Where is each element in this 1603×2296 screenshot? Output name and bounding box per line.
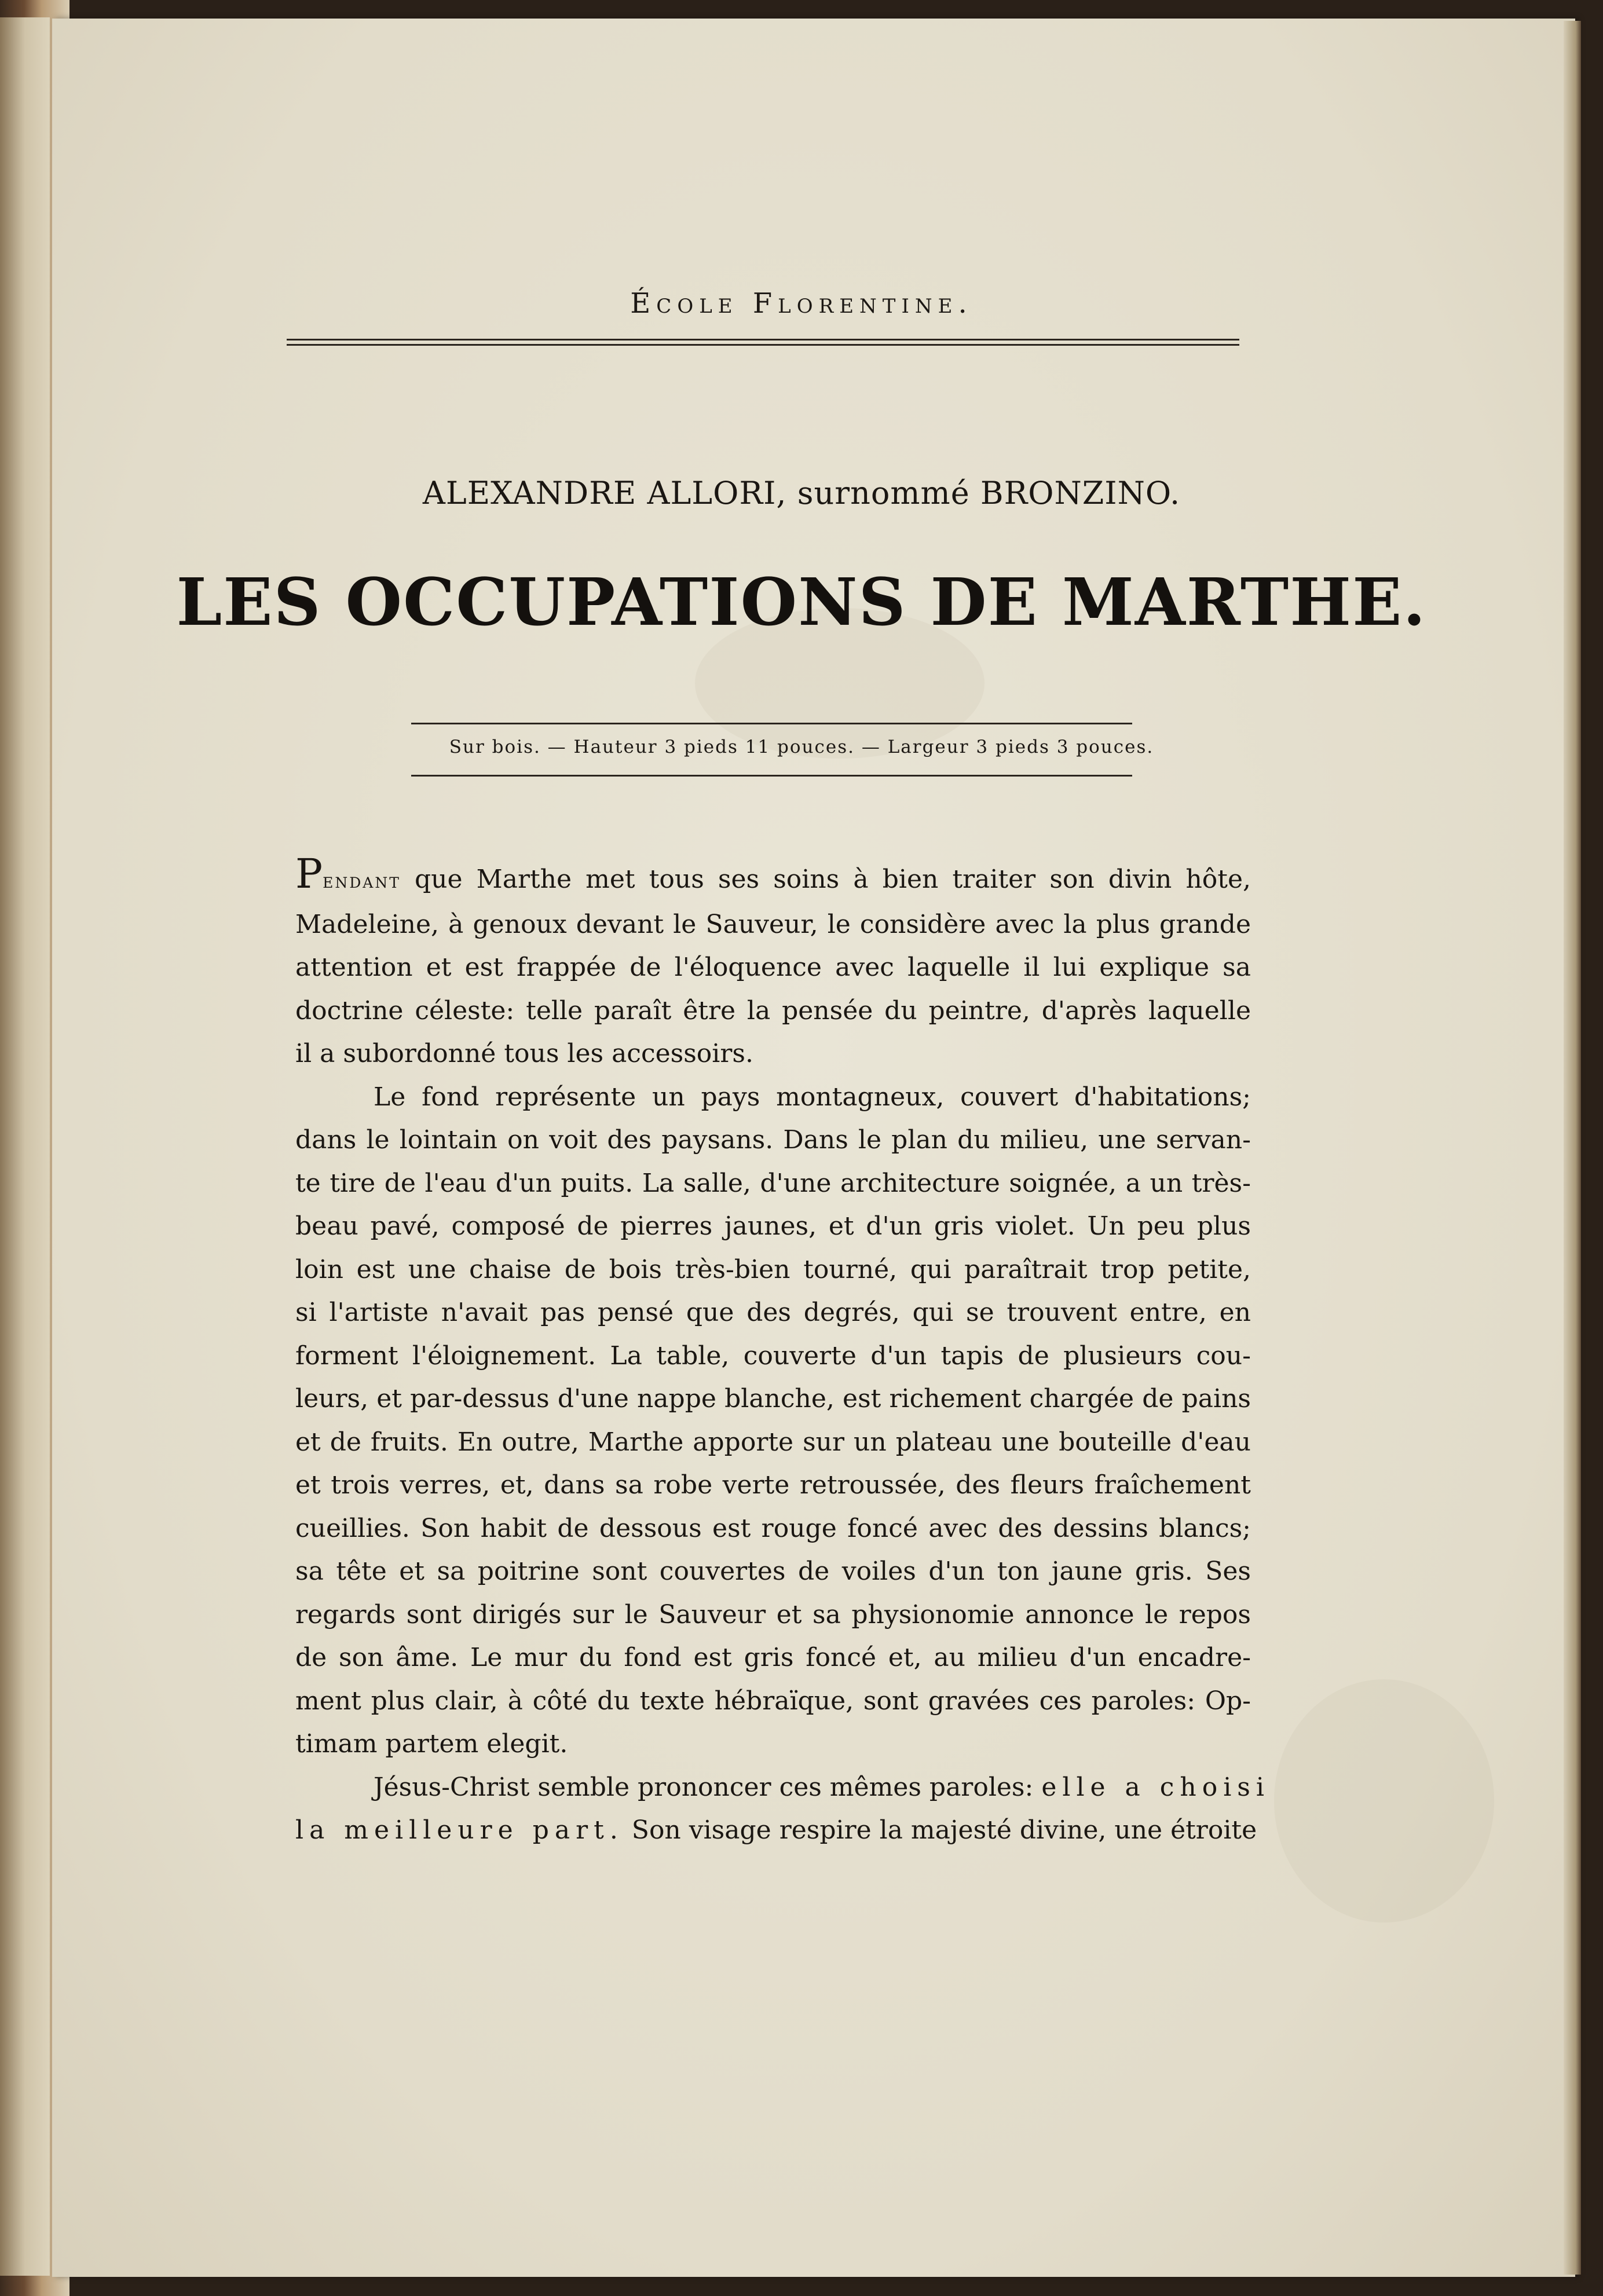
body-text [295, 850, 1270, 1852]
paragraph-1-line: Madeleine, à genoux devant le Sauveur, le considère avec la plus grande [295, 909, 1251, 939]
specs-top-rule [411, 723, 1132, 724]
paper-stain [1274, 1679, 1494, 1923]
paragraph-2-line: et de fruits. En outre, Marthe apporte sur un plateau une bouteille d'eau [295, 1427, 1251, 1457]
paragraph-3-line-1 [295, 1766, 1270, 1810]
paragraph-2-line: sa tête et sa poitrine sont couvertes de voiles d'un ton jaune gris. Ses [295, 1557, 1251, 1586]
header-double-rule [287, 339, 1239, 346]
painting-specs: Sur bois. — Hauteur 3 pieds 11 pouces. — Largeur 3 pieds 3 pouces. [449, 737, 1154, 757]
artist-line: ALEXANDRE ALLORI, surnommé BRONZINO. [422, 475, 1181, 511]
paragraph-2-line: timam partem elegit. [295, 1729, 568, 1759]
page-edge-shadow [1564, 21, 1581, 2275]
drop-cap: P [295, 850, 323, 898]
spaced-quote: elle a choisi [1041, 1772, 1270, 1802]
paragraph-3-line-2 [295, 1809, 1257, 1852]
paragraph-2-line: de son âme. Le mur du fond est gris foncé et, au milieu d'un encadre- [295, 1643, 1251, 1672]
paragraph-2-line: loin est une chaise de bois très-bien tourné, qui paraîtrait trop petite, [295, 1254, 1251, 1284]
paragraph-2-line: cueillies. Son habit de dessous est rouge foncé avec des dessins blancs; [295, 1513, 1251, 1543]
paragraph-2-line: Le fond représente un pays montagneux, couvert d'habitations; [374, 1082, 1251, 1112]
paragraph-1-line: il a subordonné tous les accessoirs. [295, 1039, 753, 1068]
paragraph-1-line-1-rest: que Marthe met tous ses soins à bien traiter son divin hôte, [400, 865, 1251, 894]
paragraph-2-line: te tire de l'eau d'un puits. La salle, d'une architecture soignée, a un très- [295, 1168, 1251, 1198]
paragraph-2-line: beau pavé, composé de pierres jaunes, et d'un gris violet. Un peu plus [295, 1211, 1251, 1241]
page-title: LES OCCUPATIONS DE MARTHE. [176, 565, 1427, 640]
paragraph-2-line: si l'artiste n'avait pas pensé que des degrés, qui se trouvent entre, en [295, 1298, 1251, 1327]
previous-page-edge [0, 17, 50, 2276]
running-head: École Florentine. [630, 287, 973, 320]
paragraph-3-line-2-rest: Son visage respire la majesté divine, une étroite [623, 1815, 1257, 1845]
paragraph-2-line: regards sont dirigés sur le Sauveur et sa physionomie annonce le repos [295, 1599, 1251, 1629]
paragraph-2-line: dans le lointain on voit des paysans. Dans le plan du milieu, une servan- [295, 1125, 1251, 1155]
specs-bottom-rule [411, 775, 1132, 777]
paragraph-2-line: et trois verres, et, dans sa robe verte retroussée, des fleurs fraîchement [295, 1470, 1251, 1500]
spaced-quote: la meilleure part. [295, 1815, 624, 1845]
paragraph-1-line-1 [295, 850, 1251, 903]
paragraph-2-line: forment l'éloignement. La table, couverte d'un tapis de plusieurs cou- [295, 1341, 1251, 1371]
paragraph-2-line: ment plus clair, à côté du texte hébraïque, sont gravées ces paroles: Op- [295, 1686, 1251, 1716]
paragraph-3-line-1-start: Jésus-Christ semble prononcer ces mêmes paroles: [374, 1772, 1042, 1802]
paragraph-1-line: doctrine céleste: telle paraît être la pensée du peintre, d'après laquelle [295, 995, 1251, 1026]
paragraph-1-line: attention et est frappée de l'éloquence avec laquelle il lui explique sa [295, 953, 1251, 982]
small-caps-word: endant [323, 869, 401, 893]
paragraph-2-line: leurs, et par-dessus d'une nappe blanche, est richement chargée de pains [295, 1384, 1251, 1414]
